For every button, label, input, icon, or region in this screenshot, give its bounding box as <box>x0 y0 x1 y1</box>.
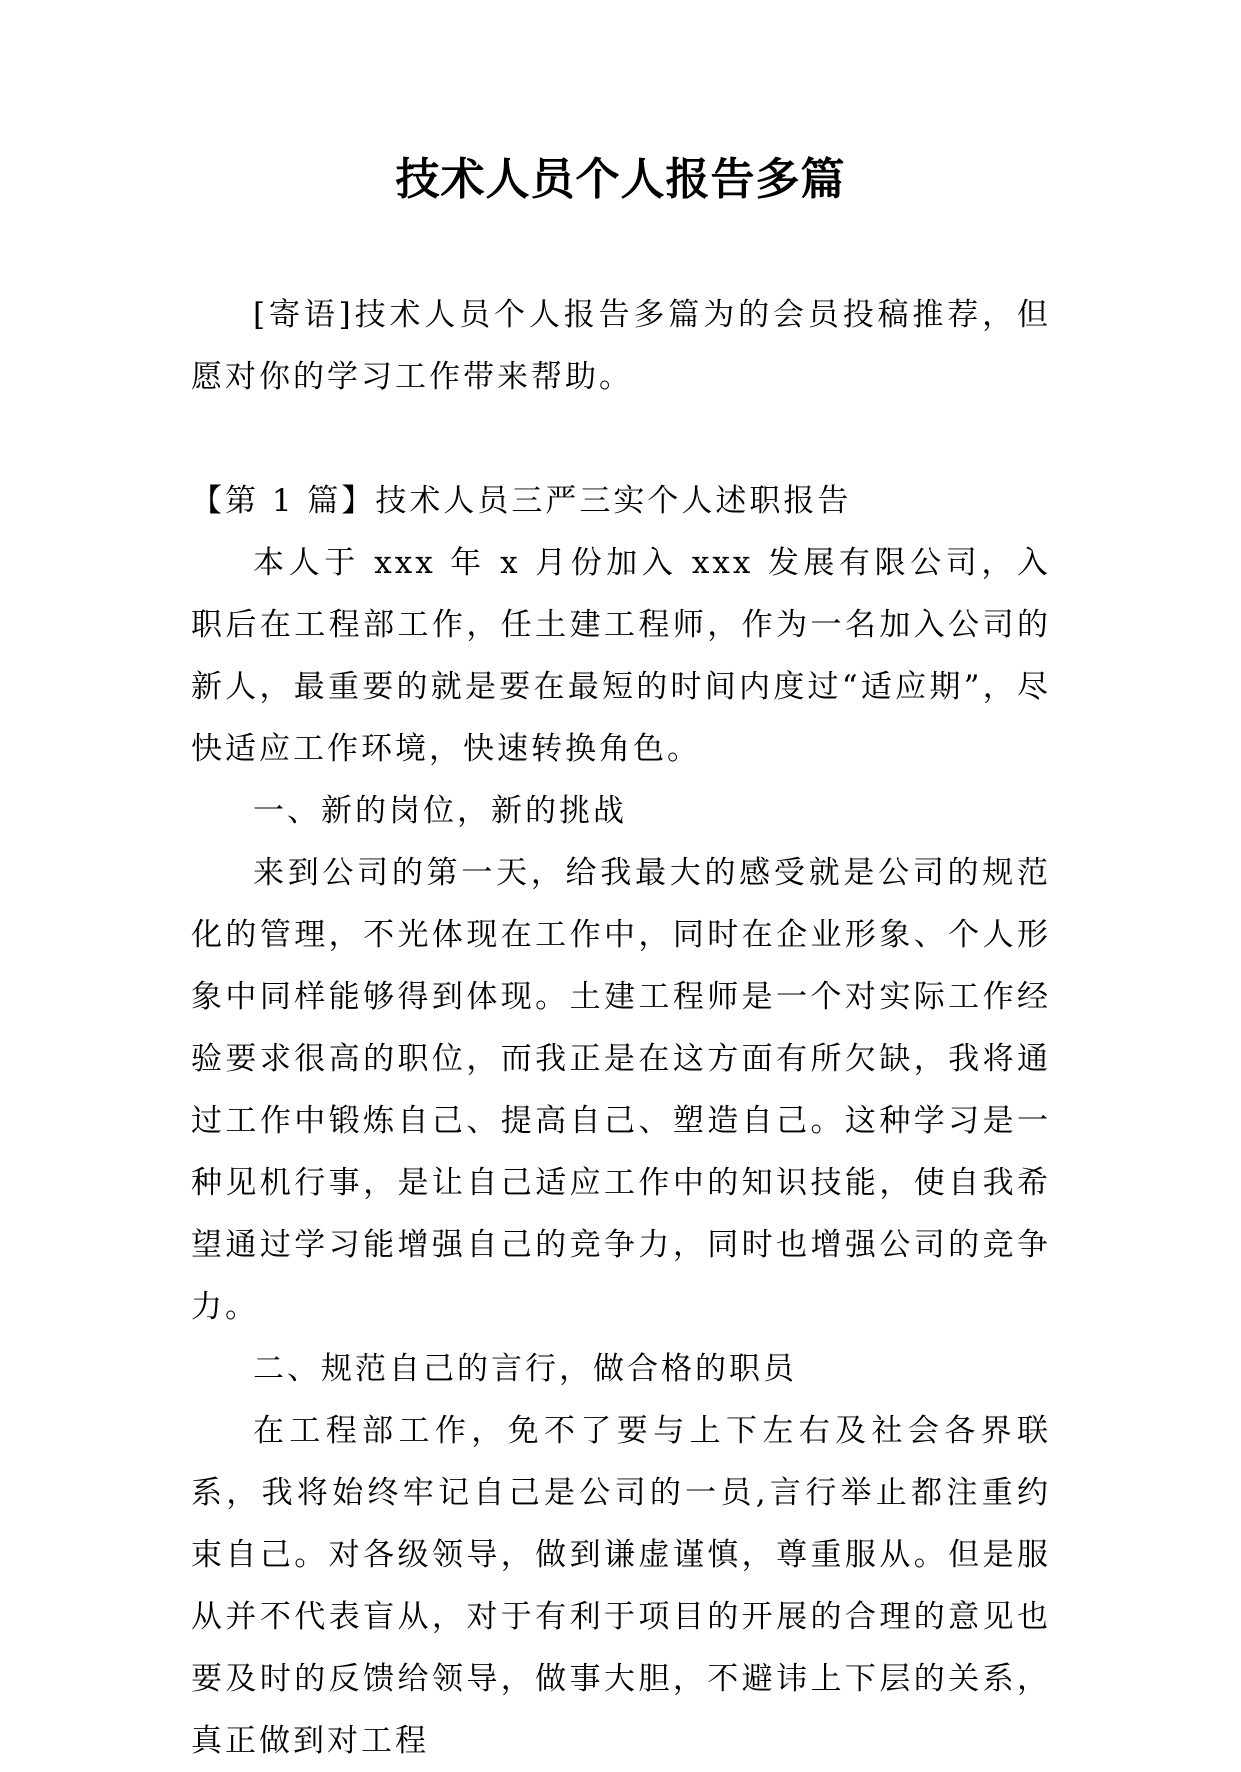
section-heading: 一、新的岗位，新的挑战 <box>253 793 627 829</box>
body-paragraph: 本人于 xxx 年 x 月份加入 xxx 发展有限公司，入职后在工程部工作，任土建工程师，作为一名加入公司的新人，最重要的就是要在最短的时间内度过“适应期”，尽快适应工作环境，快速转换角色。 <box>191 545 1051 767</box>
intro-paragraph: [寄语]技术人员个人报告多篇为的会员投稿推荐，但愿对你的学习工作带来帮助。 <box>191 297 1051 395</box>
document-title: 技术人员个人报告多篇 <box>395 154 846 205</box>
article-heading: 【第 1 篇】技术人员三严三实个人述职报告 <box>191 483 852 519</box>
body-paragraph: 来到公司的第一天，给我最大的感受就是公司的规范化的管理，不光体现在工作中，同时在企业形象、个人形象中同样能够得到体现。土建工程师是一个对实际工作经验要求很高的职位，而我正是在这方面有所欠缺，我将通过工作中锻炼自己、提高自己、塑造自己。这种学习是一种见机行事，是让自己适应工作中的知识技能，使自我希望通过学习能增强自己的竞争力，同时也增强公司的竞争力。 <box>191 855 1051 1325</box>
body-paragraph: 在工程部工作，免不了要与上下左右及社会各界联系，我将始终牢记自己是公司的一员,言行举止都注重约束自己。对各级领导，做到谦虚谨慎，尊重服从。但是服从并不代表盲从，对于有利于项目的开展的合理的意见也要及时的反馈给领导，做事大胆，不避讳上下层的关系，真正做到对工程 <box>191 1413 1051 1759</box>
paragraph-spacer <box>191 408 1051 470</box>
document-body <box>191 284 1051 1772</box>
section-heading: 二、规范自己的言行，做合格的职员 <box>253 1351 797 1387</box>
